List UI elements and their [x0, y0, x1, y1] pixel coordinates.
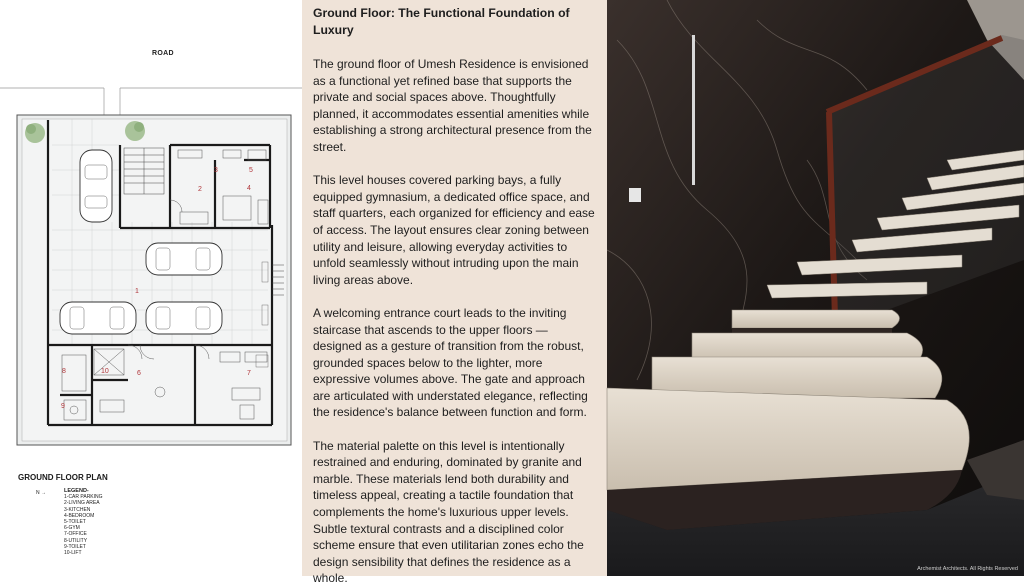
north-label: N [36, 490, 40, 496]
legend-item: 1-CAR PARKING [64, 494, 103, 501]
north-arrow-icon: → [41, 490, 47, 496]
room-number-7: 7 [247, 370, 251, 377]
room-number-10: 10 [101, 368, 109, 375]
description-panel [302, 0, 607, 586]
legend-item: 9-TOILET [64, 543, 86, 550]
staircase-photo [607, 0, 1024, 576]
legend-item: 3-KITCHEN [64, 506, 91, 513]
legend-item: 10-LIFT [64, 550, 82, 557]
paragraph-intro: The ground floor of Umesh Residence is envisioned as a functional yet refined base that supports the private and social spaces above. Thoughtfully planned, it accommodates essential amenities while establishing a strong architectural presence from the street. [313, 57, 592, 154]
room-number-1: 1 [135, 288, 139, 295]
legend-heading: LEGEND- [64, 488, 89, 494]
north-arrow [36, 490, 46, 496]
room-number-6: 6 [137, 370, 141, 377]
plan-legend [64, 488, 103, 556]
paragraph-entrance: A welcoming entrance court leads to the inviting staircase that ascends to the upper floors — designed as a gesture of transition from the robust, grounded spaces below to the lighter, more expressive volumes above. The gate and approach are articulated with understated elegance, reflecting the residence's balance between function and form. [313, 305, 588, 420]
legend-list [64, 494, 103, 556]
legend-item: 5-TOILET [64, 519, 86, 526]
photo-credit: Archemist Architects. All Rights Reserved [917, 566, 1018, 572]
room-number-8: 8 [62, 368, 66, 375]
staircase-illustration [607, 0, 1024, 576]
room-number-9: 9 [61, 403, 65, 410]
room-number-4: 4 [247, 185, 251, 192]
legend-item: 2-LIVING AREA [64, 500, 100, 507]
room-number-3: 3 [214, 167, 218, 174]
plan-title: GROUND FLOOR PLAN [18, 473, 108, 482]
road-label: ROAD [152, 50, 174, 57]
paragraph-materials: The material palette on this level is intentionally restrained and enduring, dominated by granite and marble. These materials lend both durability and timeless appeal, creating a tactile foundation that complements the home's luxurious upper levels. Subtle textural contrasts and a disciplined color scheme ensure that even utilitarian zones echo the design sensibility that defines the residence as a whole. [313, 438, 584, 586]
legend-item: 6-GYM [64, 525, 80, 532]
room-number-5: 5 [249, 167, 253, 174]
paragraph-program: This level houses covered parking bays, a fully equipped gymnasium, a dedicated office space, and staff quarters, each organized for efficiency and ease of access. The layout ensures clear zoning between utility and leisure, allowing everyday activities to unfold seamlessly without intruding upon the main living areas above. [313, 173, 595, 287]
legend-item: 8-UTILITY [64, 537, 88, 544]
section-heading: Ground Floor: The Functional Foundation of Luxury [313, 6, 570, 37]
floor-plan-panel [0, 0, 302, 576]
legend-item: 7-OFFICE [64, 531, 87, 538]
room-number-2: 2 [198, 186, 202, 193]
legend-item: 4-BEDROOM [64, 512, 95, 519]
